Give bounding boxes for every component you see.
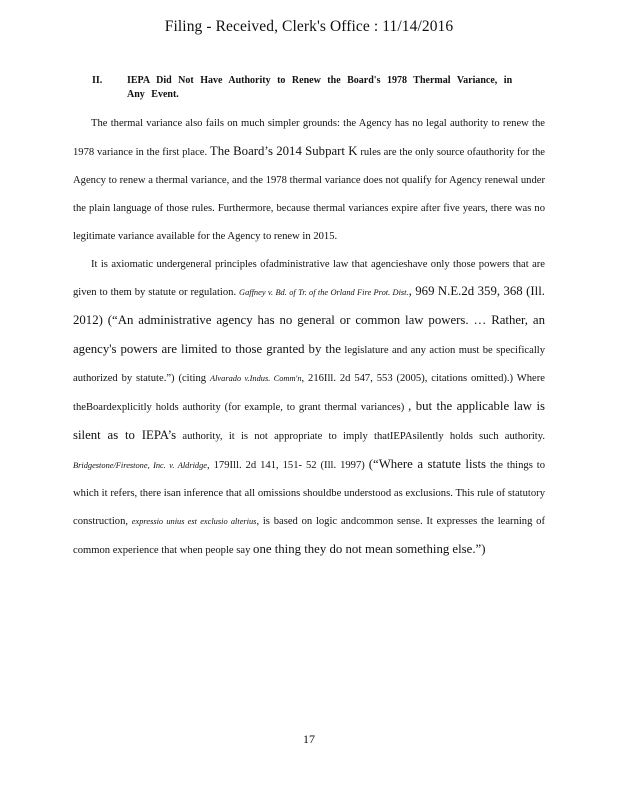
section-title: IEPA Did Not Have Authority to Renew the Board's 1978 Thermal Variance, in Any Event. xyxy=(127,75,513,100)
citation-alvarado: Alvarado v.Indus. Comm'n xyxy=(209,374,302,384)
body-text xyxy=(73,110,545,565)
p2-quote-4: one thing they do not mean something else.”) xyxy=(253,541,486,556)
section-number: II. xyxy=(92,75,103,86)
p2-f: the things to which it refers, there isan inference that all omissions shouldbe understood as exclusions. This rule of statutory construction, xyxy=(73,459,546,527)
p2-c: , 216Ill. 2d 547, 553 (2005), citations omitted).) Where theBoardexplicitly holds authority (for example, to grant thermal variances) xyxy=(73,373,545,414)
page-number: 17 xyxy=(303,732,315,746)
p1-rest: rules are the only source ofauthority for the Agency to renew a thermal variance, and the 1978 thermal variance does not qualify for Agency renewal under the plain language of those rules. Furthermore, because thermal variances expire after five years, there was no legitimate variance available for the Agency to renew in 2015. xyxy=(73,146,546,242)
p2-a: It is axiomatic undergeneral principles ofadministrative law that agencieshave only those powers that are given to them by statute or regulation. xyxy=(73,258,545,299)
p2-quote-2: , but the applicable law is silent as to IEPA’s xyxy=(73,399,545,442)
paragraph-1 xyxy=(73,110,545,251)
citation-gaffney: Gaffney v. Bd. of Tr. of the Orland Fire Prot. Dist. xyxy=(239,288,409,298)
p2-b: legislature and any action must be specifically authorized by statute.”) (citing xyxy=(73,345,546,385)
paragraph-2 xyxy=(73,251,545,565)
citation-expressio: expressio unius est exclusio alterius xyxy=(131,516,257,526)
p2-g: , is based on logic andcommon sense. It expresses the learning of common experience that when people say xyxy=(73,515,545,556)
citation-bridgestone: Bridgestone/Firestone, Inc. v. Aldridge xyxy=(73,460,208,470)
p2-quote-3: (“Where a statute lists xyxy=(368,456,487,471)
section-heading xyxy=(92,74,532,102)
p1-emphasis: The Board’s 2014 Subpart K xyxy=(209,143,358,158)
p2-quote-1: , 969 N.E.2d 359, 368 (Ill. 2012) (“An administrative agency has no general or common law powers. … Rather, an agency's powers are limited to those granted by the xyxy=(73,284,545,357)
p2-e: , 179Ill. 2d 141, 151- 52 (Ill. 1997) xyxy=(207,459,365,471)
p2-d: authority, it is not appropriate to imply thatIEPAsilently holds such authority. xyxy=(182,430,545,442)
p1-text: The thermal variance also fails on much simpler grounds: the Agency has no legal authority to renew the 1978 variance in the first place. xyxy=(73,118,545,158)
filing-header: Filing - Received, Clerk's Office : 11/14/2016 xyxy=(164,18,454,35)
